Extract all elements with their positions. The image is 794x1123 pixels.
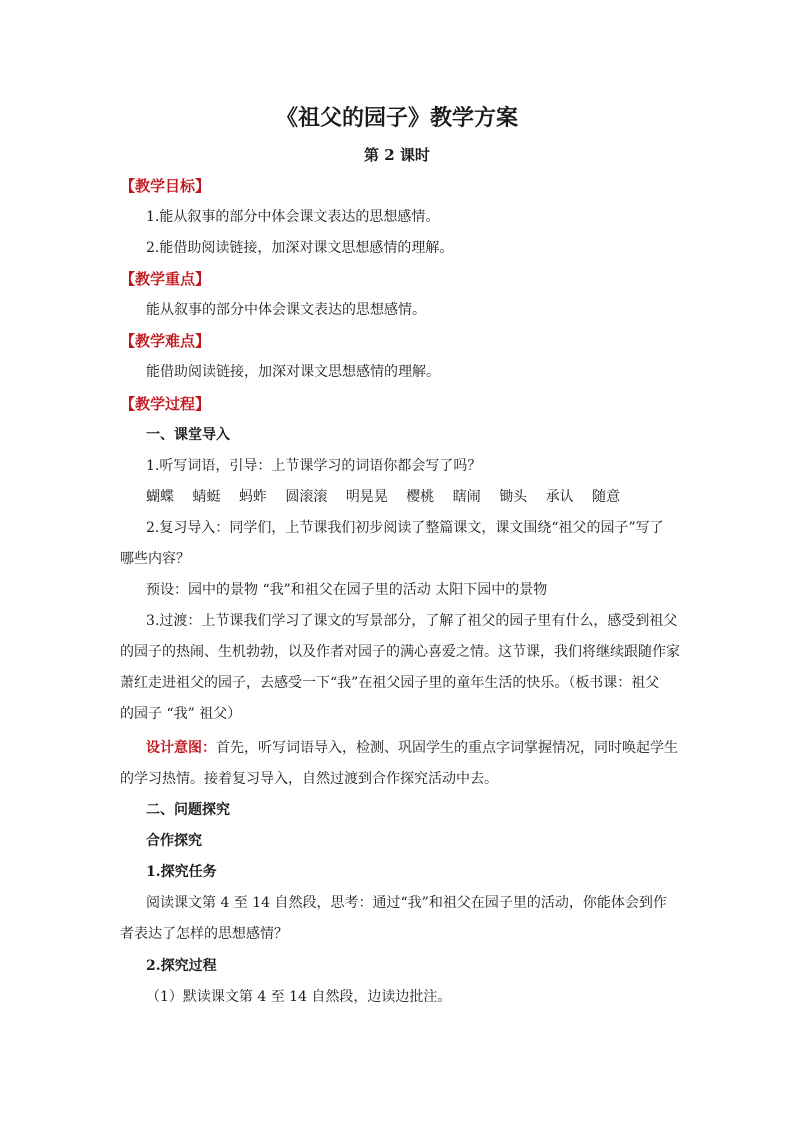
- part1-step3-line4: 的园子 “我” 祖父）: [120, 706, 242, 722]
- dictation-word-list: [146, 487, 634, 507]
- part1-preset: 预设：园中的景物 “我”和祖父在园子里的活动 太阳下园中的景物: [146, 582, 548, 598]
- section-heading-difficulty: 【教学难点】: [120, 332, 211, 350]
- dictation-word: 圆滚滚: [285, 489, 328, 505]
- goal-item-2: 2.能借助阅读链接，加深对课文思想感情的理解。: [146, 240, 454, 256]
- design-intent-label: 设计意图：: [146, 740, 216, 756]
- dictation-word: 随意: [592, 489, 621, 505]
- task-line1: 阅读课文第 4 至 14 自然段，思考：通过“我”和祖父在园子里的活动，你能体会到作: [146, 895, 667, 911]
- page-title: 《祖父的园子》教学方案: [275, 105, 518, 131]
- dictation-word: 明晃晃: [345, 489, 388, 505]
- process-item-1: （1）默读课文第 4 至 14 自然段，边读边批注。: [146, 989, 452, 1005]
- task-line2: 者表达了怎样的思想感情？: [120, 926, 288, 942]
- dictation-word: 锄头: [499, 489, 528, 505]
- dictation-word: 樱桃: [406, 489, 435, 505]
- part2-subheading: 合作探究: [146, 833, 202, 849]
- section-heading-focus: 【教学重点】: [120, 270, 211, 288]
- part1-step3-line1: 3.过渡：上节课我们学习了课文的写景部分，了解了祖父的园子里有什么，感受到祖父: [146, 613, 678, 629]
- task-heading: 1.探究任务: [146, 864, 217, 880]
- section-heading-goals: 【教学目标】: [120, 177, 211, 195]
- lesson-period: 第 2 课时: [364, 146, 430, 164]
- part1-step3-line2: 的园子的热闹、生机勃勃，以及作者对园子的满心喜爱之情。这节课，我们将继续跟随作家: [120, 644, 680, 660]
- part1-heading: 一、课堂导入: [146, 427, 230, 443]
- part1-step2-line1: 2.复习导入：同学们，上节课我们初步阅读了整篇课文，课文围绕“祖父的园子”写了: [146, 520, 664, 536]
- dictation-word: 蚂蚱: [238, 489, 267, 505]
- part2-heading: 二、问题探究: [146, 802, 230, 818]
- process-heading: 2.探究过程: [146, 958, 217, 974]
- section-heading-process: 【教学过程】: [120, 395, 211, 413]
- dictation-word: 瞎闹: [452, 489, 481, 505]
- design-intent-line2: 的学习热情。接着复习导入，自然过渡到合作探究活动中去。: [120, 771, 498, 787]
- dictation-word: 承认: [545, 489, 574, 505]
- part1-step1: 1.听写词语，引导：上节课学习的词语你都会写了吗？: [146, 458, 482, 474]
- goal-item-1: 1.能从叙事的部分中体会课文表达的思想感情。: [146, 209, 440, 225]
- part1-step2-line2: 哪些内容？: [120, 551, 190, 567]
- dictation-word: 蝴蝶: [146, 489, 174, 505]
- design-intent-line1: [146, 738, 678, 758]
- focus-text: 能从叙事的部分中体会课文表达的思想感情。: [146, 302, 426, 318]
- design-intent-text: 首先，听写词语导入，检测、巩固学生的重点字词掌握情况，同时唤起学生: [216, 740, 678, 756]
- part1-step3-line3: 萧红走进祖父的园子，去感受一下“我”在祖父园子里的童年生活的快乐。（板书课：祖父: [120, 675, 660, 691]
- dictation-word: 蜻蜓: [192, 489, 221, 505]
- difficulty-text: 能借助阅读链接，加深对课文思想感情的理解。: [146, 364, 440, 380]
